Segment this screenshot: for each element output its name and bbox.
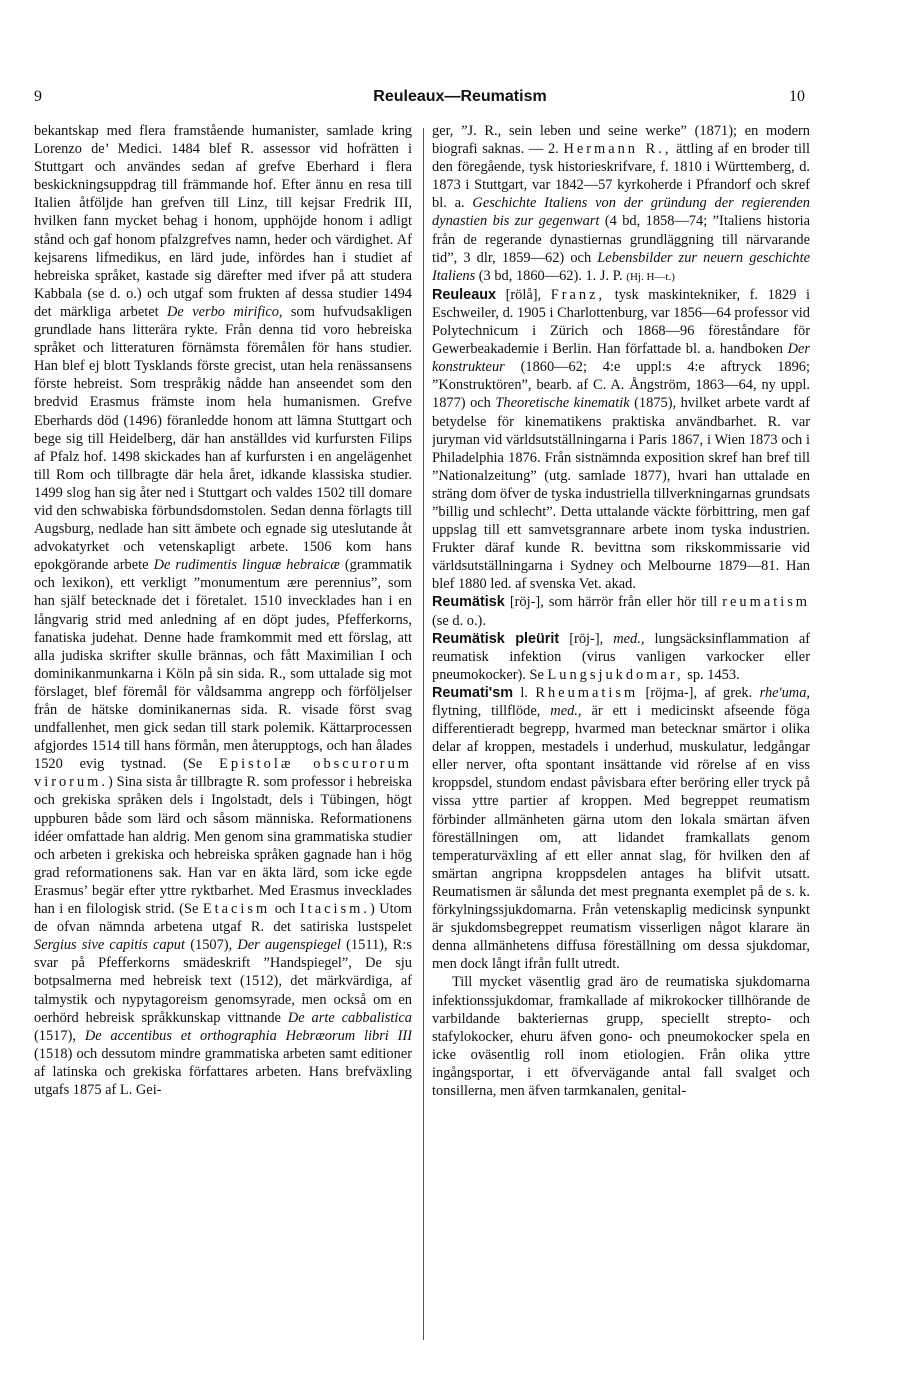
abbreviation: med., xyxy=(550,703,582,719)
cross-reference: Epistolæ obscurorum virorum. xyxy=(34,756,412,791)
text-run: ättling af en broder till den föregående, tysk historieskrifvare, f. 1810 i Württemberg, d. 1873 i Stuttgart, var 1842—57 kyrkoherde i Pfrandorf och skref bl. a. xyxy=(432,141,810,212)
cross-reference: Etacism xyxy=(202,901,271,918)
text-run: bekantskap med flera framstående humanister, samlade kring Lorenzo de’ Medici. 1484 blef R. assessor vid hofrätten i Stuttgart och användes sedan af grefve Eberhard i flera beskickningsuppdrag till främmande hof. Efter ännu en resa till Italien åtföljde han grefven till Linz, till kejsar Fredrik III, hvilken fann mycket behag i honom, upphöjde honom i adligt stånd och gaf honom pfalzgrefves namn, heder och värdighet. Af kejsarens lifmedikus, en lärd jude, infördes han i studiet af hebreiska språket, kastade sig därefter med ifver på att studera Kabbala (se d. o.) och utgaf som frukten af dessa studier 1494 det märkliga arbetet xyxy=(34,123,412,320)
entry-reumatisk-pleurit xyxy=(432,630,810,684)
text-run: (1517), xyxy=(34,1027,85,1044)
text-run: (1511), R:s svar på Pfefferkorns smädeskrift ”Handspiegel”, De sju botpsalmerna med hebreisk text (1512), det märkvärdiga, af talmystik och nypytagoreism genomsyrade, men också om en oerhörd hebreisk språkkunskap vittnande xyxy=(34,937,412,1026)
text-run: (4 bd, 1858—74; ”Italiens historia från de regerande dynastiernas grundläggning till närvarande tid”, 3 dlr, 1859—62) och xyxy=(432,213,810,266)
text-run: ger, ”J. R., sein leben und seine werke” (1871); en modern biografi saknas. — 2. xyxy=(432,123,810,158)
page-number-right: 10 xyxy=(789,88,805,105)
work-title: De rudimentis linguæ hebraicæ xyxy=(153,557,340,574)
work-title: Der konstrukteur xyxy=(432,341,810,376)
entry-reumatisk xyxy=(432,593,810,629)
work-title: Der augenspiegel xyxy=(237,937,341,954)
text-run: (1875), hvilket arbete vardt af betydelse för kinematikens praktiska användbarhet. R. var juryman vid världsutställningarna i Paris 1867, i Wien 1873 och i Philadelphia 1876. Från sistnämnda exposition skref han bref till ”Nationalzeitung” (utg. samlade 1877), hvari han uttalade en sträng dom öfver de tyska industriella tillverkningarnas grundsats ”billig und schlecht”. Detta uttalande väckte förbittring, men gaf uppslag till ett samvetsgrannare arbete inom tyska industrien. Frukter däraf kunde R. bevittna som rikskommissarie vid världsutställningarna i Sydney och Melbourne 1879—81. Han blef 1880 led. af svenska Vet. akad. xyxy=(432,395,810,593)
entry-headword: Reumätisk pleürit xyxy=(432,630,560,647)
work-title: De accentibus et orthographia Hebræorum libri III xyxy=(84,1027,412,1044)
text-run: ) Sina sista år tillbragte R. som professor i hebreiska och grekiska språken dels i Ingolstadt, dels i Tübingen, högt uppburen både som lärd och såsom människa. Reformationens idéer omfattade han aldrig. Men genom sina grammatiska studier och arbeten i grekiska och hebreiska språken gagnade han i hög grad reformationens sak. Han var en äkta lärd, som icke egde Erasmus’ begär efter yttre ryktbarhet. Med Erasmus invecklades han i en filologisk strid. (Se xyxy=(34,774,412,918)
person-name: Franz, xyxy=(550,286,606,303)
text-run: och xyxy=(270,901,300,918)
entry-headword: Reumätisk xyxy=(432,594,505,611)
text-run: (3 bd, 1860—62). 1. J. P. xyxy=(475,267,627,284)
text-run: l. xyxy=(513,684,536,701)
etymology: rhe'uma, xyxy=(759,684,810,701)
entry-reuleaux xyxy=(432,286,810,594)
paragraph-reuchlin-continued xyxy=(34,122,412,1099)
text-run: (1507), xyxy=(185,937,238,954)
cross-reference: Lungsjukdomar, xyxy=(547,666,684,683)
text-run: (1860—62; 4:e uppl:s 4:e aftryck 1896; ”Konstruktören”, bearb. af C. A. Ångström, 1863—64, ny uppl. 1877) och xyxy=(432,359,810,412)
text-run: lungsäcksinflammation af reumatisk infektion (virus vanligen varkocker eller pneumokocker). Se xyxy=(432,630,810,683)
page-number-left: 9 xyxy=(34,88,42,105)
work-title: Sergius sive capitis caput xyxy=(34,937,185,954)
cross-reference: Itacism. xyxy=(299,901,370,918)
text-run: tysk maskintekniker, f. 1829 i Eschweiler, d. 1905 i Charlottenburg, var 1856—64 professor vid Polytechnicum i Zürich och 1868—96 föreståndare för Gewerbeakademie i Berlin. Han författade bl. a. handboken xyxy=(432,286,810,358)
author-signature: (Hj. H—t.) xyxy=(626,270,675,283)
work-title: Theoretische kinematik xyxy=(495,395,630,412)
work-title: De arte cabbalistica xyxy=(287,1009,412,1026)
running-header xyxy=(0,88,920,112)
entry-headword: Reuleaux xyxy=(432,286,496,303)
work-title: Lebensbilder zur neuern geschichte Italiens xyxy=(432,249,810,284)
entry-reumatism xyxy=(432,684,810,974)
text-run: [röj-], som härrör från eller hör till xyxy=(504,594,723,611)
left-column xyxy=(34,122,412,1347)
text-run: ) Utom de ofvan nämnda arbetena utgaf R. det satiriska lustspelet xyxy=(34,901,412,936)
work-title: De verbo mirifico, xyxy=(167,303,283,320)
running-title: Reuleaux—Reumatism xyxy=(373,88,547,105)
entry-headword: Reumati'sm xyxy=(432,684,513,701)
text-run: sp. 1453. xyxy=(683,666,740,683)
text-run: [röjma-], af grek. xyxy=(638,684,760,701)
text-run: är ett i medicinskt afseende föga differentieradt begrepp, hvarmed man betecknar smärtor i olika delar af kroppen, mestadels i underhud, muskulatur, ledgångar eller nerver, ofta spontant insättande vid rörelse af en viss kroppsdel, stundom endast påvisbara efter beröring eller tryck på vissa yttre partier af kroppen. Med begreppet reumatism förbinder allmänheten gärna utom den lokala smärtan äfven föreställningen om, att lidandet framkallats genom temperaturväxling af ett eller annat slag, för hvilken den af smärtan angripna kroppsdelen antages ha blifvit utsatt. Reumatismen är sålunda det mest pregnanta exemplet på de s. k. förkylningssjukdomarna. Från vetenskaplig medicinsk synpunkt är sjukdomsbegreppet reumatism visserligen något klarare än denna allmänhetens diffusa föreställning om dessa sjukdomar, men dock långt ifrån fullt utredt. xyxy=(432,703,810,973)
abbreviation: med., xyxy=(613,630,645,647)
text-run: (se d. o.). xyxy=(432,612,486,629)
right-column xyxy=(432,122,810,1347)
text-run: flytning, tillflöde, xyxy=(432,703,551,719)
column-divider xyxy=(423,128,424,1340)
text-run: som hufvudsakligen grundlade hans litterära rykte. Från denna tid voro hebreiska språket och litteraturen förnämsta föremålen för hans studier. Han blef ej blott Tysklands förste grecist, utan hela renässansens förste hebreist. Som trespråkig nådde han anseendet som den bredvid Erasmus främste inom hela humanismen. Grefve Eberhards död (1496) föranledde honom att lämna Stuttgart och bege sig till Heidelberg, där han anställdes vid kurfursten Filips af Pfalz hof. 1498 skickades han af kurfursten i en angelägenhet till Rom och tillbragte där hela året, idkande klassiska studier. 1499 slog han sig åter ned i Stuttgart och valdes 1502 till domare vid den schwabiska förbundsdomstolen. Sedan denna förlagts till Augsburg, nedlade han sitt ämbete och egnade sig uteslutande åt advokatyrket och vetenskapligt arbete. 1506 kom hans epokgörande arbete xyxy=(34,303,412,574)
text-run: (grammatik och lexikon), ett verkligt ”monumentum ære perennius”, som han själf betecknade det i företalet. 1510 invecklades han i en långvarig strid med anledning af en döpt judes, Pfefferkorns, fanatiska judehat. Denne hade framkommit med ett förslag, att alla judiska skrifter skulle brännas, och fått Maximilian I och dominikanmunkarna i Köln på sin sida. R., som uttalade sig mot förslaget, blef föremål för våldsamma angrepp och förföljelser från de hätske dominikanernas sida. R. visade först svag undfallenhet, men gick sedan till stark polemik. Kättarprocessen afgjordes 1514 till hans förmån, men återupptogs, och han ålades 1520 evig tystnad. (Se xyxy=(34,557,412,773)
text-run: [röj-], xyxy=(559,630,614,647)
work-title: Geschichte Italiens von der gründung der regierenden dynastien bis zur gegenwart xyxy=(432,195,810,230)
alternate-form: Rheumatism xyxy=(535,684,639,701)
paragraph-reuchlin-end xyxy=(432,122,810,286)
cross-reference: reumatism xyxy=(722,594,810,611)
text-run: [rölå], xyxy=(496,286,551,303)
cross-reference: Hermann R., xyxy=(563,141,672,158)
text-run: (1518) och dessutom mindre grammatiska arbeten samt editioner af latinska och grekiska författares arbeten. Hans brefväxling utgafs 1875 af L. Gei- xyxy=(34,1045,412,1098)
paragraph-reumatism-continued: Till mycket väsentlig grad äro de reumatiska sjukdomarna infektionssjukdomar, framkallade af mikrokocker tillhörande de varbildande bakteriernas grupp, speciellt strepto- och stafylokocker, ehuru äfven gono- och pneumokocker spela en icke oväsentlig roll inom etiologien. Från olika yttre ingångsportar, i ett öfvervägande antal fall svalget och tonsillerna, men äfven tarmkanalen, genital- xyxy=(432,974,810,1099)
